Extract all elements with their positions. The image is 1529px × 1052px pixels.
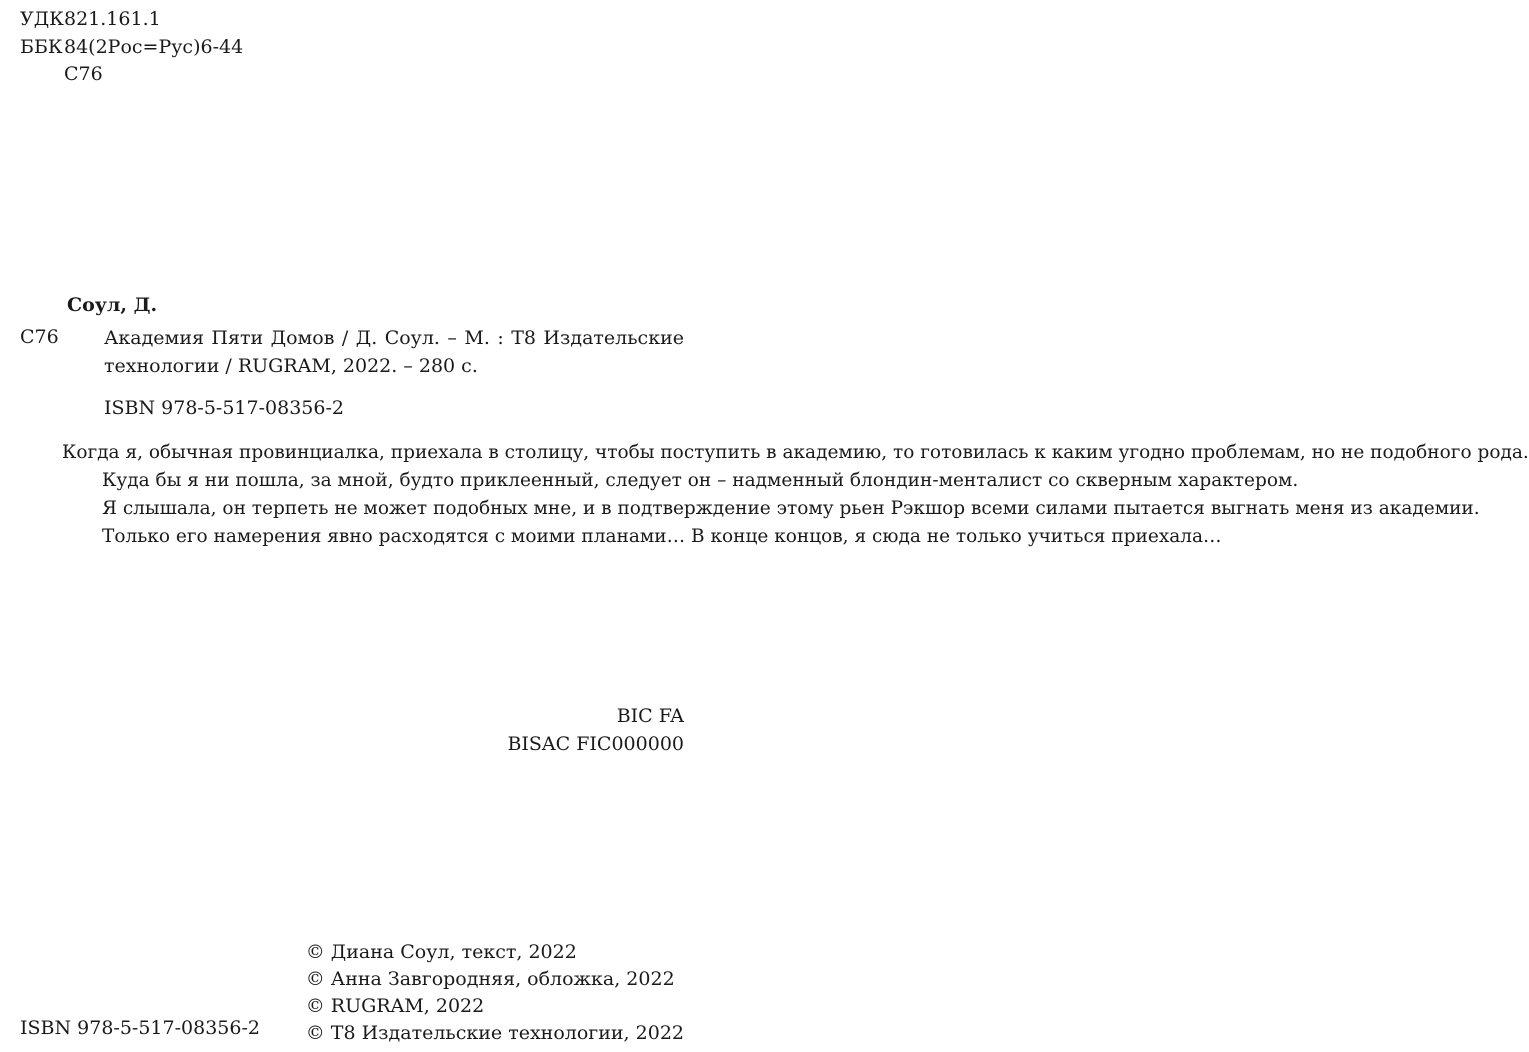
isbn-footer: ISBN 978-5-517-08356-2	[20, 1017, 260, 1039]
author-mark-header: С76	[64, 63, 103, 85]
annotation-paragraph: Когда я, обычная провинциалка, приехала в столицу, чтобы поступить в академию, то готовилась к каким угодно проблемам, но не подобного рода.	[62, 442, 1529, 463]
copyright-line: © Диана Соул, текст, 2022	[305, 941, 577, 963]
bibliographic-description: Академия Пяти Домов / Д. Соул. – М. : Т8 Издательские технологии / RUGRAM, 2022. – 280 с.	[104, 327, 684, 377]
bbk-value: 84(2Рос=Рус)6-44	[64, 36, 244, 58]
annotation-paragraph: Я слышала, он терпеть не может подобных мне, и в подтверждение этому рьен Рэкшор всеми силами пытается выгнать меня из академии.	[102, 498, 1480, 519]
copyright-line: © RUGRAM, 2022	[305, 995, 485, 1017]
bbk-label: ББК	[20, 36, 63, 58]
bic-code: BIC FA	[616, 705, 684, 727]
copyright-line: © Т8 Издательские технологии, 2022	[305, 1022, 684, 1044]
author-mark: С76	[20, 326, 59, 348]
bisac-code: BISAC FIC000000	[507, 733, 684, 755]
isbn-entry: ISBN 978-5-517-08356-2	[104, 397, 344, 419]
udk-label: УДК	[20, 8, 64, 30]
annotation-paragraph: Куда бы я ни пошла, за мной, будто приклеенный, следует он – надменный блондин-менталист со скверным характером.	[102, 470, 1299, 491]
author-name: Соул, Д.	[67, 294, 158, 316]
copyright-block	[306, 939, 684, 1047]
annotation	[62, 439, 1529, 551]
udk-value: 821.161.1	[64, 8, 161, 30]
annotation-paragraph: Только его намерения явно расходятся с моими планами… В конце концов, я сюда не только учиться приехала…	[102, 526, 1222, 547]
copyright-line: © Анна Завгородняя, обложка, 2022	[305, 968, 675, 990]
